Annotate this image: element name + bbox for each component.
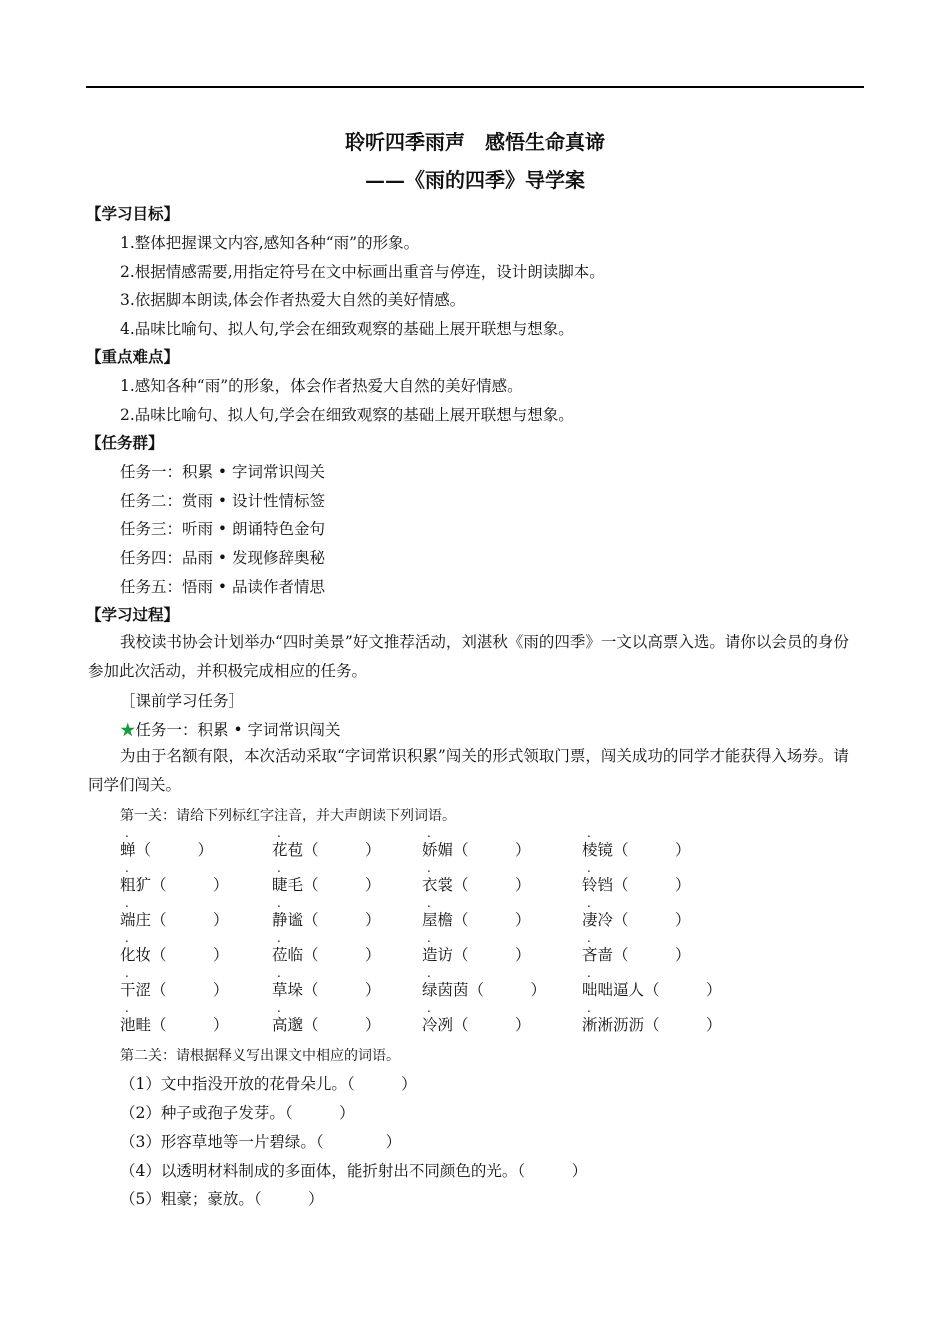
vocab-item — [120, 861, 229, 895]
vocab-word: 静谧（ ） — [272, 911, 381, 929]
page-title: 聆听四季雨声 感悟生命真谛 — [345, 130, 605, 154]
goal-item: 4.品味比喻句、拟人句,学会在细致观察的基础上展开联想与想象。 — [120, 320, 574, 338]
level2-instruction: 第二关：请根据释义写出课文中相应的词语。 — [120, 1048, 400, 1064]
vocab-item — [422, 861, 531, 895]
emphasis-dot-icon: . — [587, 861, 591, 875]
goal-item: 1.整体把握课文内容,感知各种“雨”的形象。 — [120, 234, 420, 252]
goal-item: 3.依据脚本朗读,体会作者热爱大自然的美好情感。 — [120, 291, 466, 309]
vocab-word: 绿茵茵（ ） — [422, 981, 547, 999]
vocab-item — [582, 826, 691, 860]
emphasis-dot-icon: . — [587, 966, 591, 980]
vocab-item — [422, 931, 531, 965]
emphasis-dot-icon: . — [125, 1001, 129, 1015]
vocab-item — [272, 826, 381, 860]
emphasis-dot-icon: . — [427, 1001, 431, 1015]
emphasis-dot-icon: . — [277, 826, 281, 840]
emphasis-dot-icon: . — [587, 896, 591, 910]
vocab-item — [120, 826, 214, 860]
vocab-item — [582, 966, 722, 1000]
vocab-item — [272, 966, 381, 1000]
vocab-word: 化妆（ ） — [120, 946, 229, 964]
emphasis-dot-icon: . — [587, 1001, 591, 1015]
emphasis-dot-icon: . — [427, 861, 431, 875]
vocab-item — [582, 896, 691, 930]
vocab-word: 咄咄逼人（ ） — [582, 981, 722, 999]
task-item: 任务三：听雨 • 朗诵特色金句 — [120, 520, 325, 538]
vocab-word: 高邈（ ） — [272, 1016, 381, 1034]
vocab-item — [120, 966, 229, 1000]
vocab-word: 粗犷（ ） — [120, 876, 229, 894]
definition-item: （4）以透明材料制成的多面体，能折射出不同颜色的光。（ ） — [120, 1162, 588, 1180]
vocab-item — [582, 931, 691, 965]
vocab-word: 睫毛（ ） — [272, 876, 381, 894]
emphasis-dot-icon: . — [427, 931, 431, 945]
vocab-word: 屋檐（ ） — [422, 911, 531, 929]
keypoints-heading: 【重点难点】 — [86, 347, 180, 366]
level1-instruction: 第一关：请给下列标红字注音，并大声朗读下列词语。 — [120, 808, 456, 824]
vocab-word: 花苞（ ） — [272, 841, 381, 859]
emphasis-dot-icon: . — [277, 861, 281, 875]
definition-item: （2）种子或孢子发芽。（ ） — [120, 1104, 355, 1122]
task1-title: 任务一：积累 • 字词常识闯关 — [135, 721, 341, 739]
vocab-item — [120, 1001, 229, 1035]
vocab-word: 铃铛（ ） — [582, 876, 691, 894]
vocab-item — [422, 966, 547, 1000]
vocab-item — [582, 1001, 722, 1035]
vocab-item — [582, 861, 691, 895]
vocab-item — [272, 1001, 381, 1035]
emphasis-dot-icon: . — [277, 931, 281, 945]
keypoint-item: 1.感知各种“雨”的形象，体会作者热爱大自然的美好情感。 — [120, 377, 523, 395]
process-heading: 【学习过程】 — [86, 605, 180, 624]
vocab-item — [120, 896, 229, 930]
vocab-word: 吝啬（ ） — [582, 946, 691, 964]
vocab-item — [272, 931, 381, 965]
emphasis-dot-icon: . — [125, 826, 129, 840]
vocab-word: 棱镜（ ） — [582, 841, 691, 859]
emphasis-dot-icon: . — [277, 896, 281, 910]
vocab-item — [120, 931, 229, 965]
pre-task-heading: ［课前学习任务］ — [120, 692, 245, 710]
vocab-word: 蝉（ ） — [120, 841, 214, 859]
emphasis-dot-icon: . — [427, 966, 431, 980]
vocab-word: 娇媚（ ） — [422, 841, 531, 859]
vocab-word: 端庄（ ） — [120, 911, 229, 929]
task1-intro: 为由于名额有限，本次活动采取“字词常识积累”闯关的形式领取门票，闯关成功的同学才能获得入场券。请同学们闯关。 — [88, 747, 849, 794]
emphasis-dot-icon: . — [427, 896, 431, 910]
task-item: 任务五：悟雨 • 品读作者情思 — [120, 578, 325, 596]
tasks-heading: 【任务群】 — [86, 433, 164, 452]
goals-heading: 【学习目标】 — [86, 204, 180, 223]
emphasis-dot-icon: . — [587, 931, 591, 945]
task-item: 任务一：积累 • 字词常识闯关 — [120, 463, 325, 481]
star-icon: ★ — [120, 721, 136, 739]
emphasis-dot-icon: . — [125, 931, 129, 945]
vocab-item — [272, 861, 381, 895]
vocab-word: 草垛（ ） — [272, 981, 381, 999]
vocab-word: 冷冽（ ） — [422, 1016, 531, 1034]
keypoint-item: 2.品味比喻句、拟人句,学会在细致观察的基础上展开联想与想象。 — [120, 406, 574, 424]
emphasis-dot-icon: . — [125, 861, 129, 875]
vocab-word: 凄冷（ ） — [582, 911, 691, 929]
emphasis-dot-icon: . — [125, 966, 129, 980]
vocab-item — [422, 826, 531, 860]
vocab-item — [422, 896, 531, 930]
top-rule — [86, 86, 864, 88]
vocab-word: 莅临（ ） — [272, 946, 381, 964]
vocab-word: 衣裳（ ） — [422, 876, 531, 894]
definition-item: （5）粗豪；豪放。（ ） — [120, 1190, 324, 1208]
definition-item: （1）文中指没开放的花骨朵儿。（ ） — [120, 1075, 417, 1093]
vocab-word: 造访（ ） — [422, 946, 531, 964]
emphasis-dot-icon: . — [277, 966, 281, 980]
process-intro: 我校读书协会计划举办“四时美景”好文推荐活动，刘湛秋《雨的四季》一文以高票入选。请你以会员的身份参加此次活动，并积极完成相应的任务。 — [88, 633, 849, 680]
definition-item: （3）形容草地等一片碧绿。（ ） — [120, 1133, 402, 1151]
vocab-word: 干涩（ ） — [120, 981, 229, 999]
emphasis-dot-icon: . — [427, 826, 431, 840]
task-item: 任务二：赏雨 • 设计性情标签 — [120, 492, 325, 510]
vocab-word: 池畦（ ） — [120, 1016, 229, 1034]
vocab-item — [422, 1001, 531, 1035]
emphasis-dot-icon: . — [587, 826, 591, 840]
page-subtitle: ——《雨的四季》导学案 — [365, 168, 585, 192]
vocab-word: 淅淅沥沥（ ） — [582, 1016, 722, 1034]
task-item: 任务四：品雨 • 发现修辞奥秘 — [120, 549, 325, 567]
task1-heading — [120, 718, 341, 740]
emphasis-dot-icon: . — [277, 1001, 281, 1015]
goal-item: 2.根据情感需要,用指定符号在文中标画出重音与停连，设计朗读脚本。 — [120, 263, 605, 281]
emphasis-dot-icon: . — [125, 896, 129, 910]
vocab-item — [272, 896, 381, 930]
